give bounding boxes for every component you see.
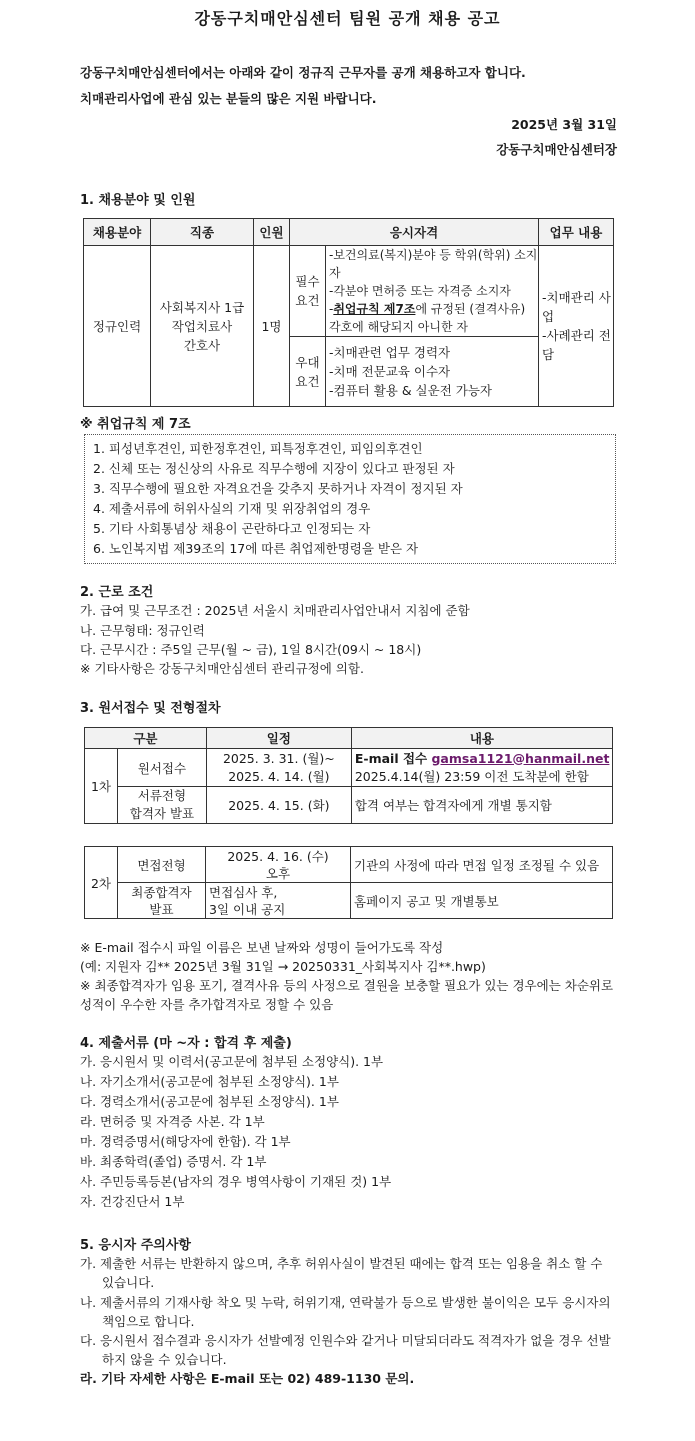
work-condition: ※ 기타사항은 강동구치매안심센터 관리규정에 의함. <box>80 661 364 676</box>
col-header: 일정 <box>206 728 351 749</box>
section-4-heading: 4. 제출서류 (마 ~자 : 합격 후 제출) <box>80 1036 292 1051</box>
col-header: 업무 내용 <box>539 219 614 246</box>
col-header: 구분 <box>85 728 207 749</box>
job-item: 작업치료사 <box>171 318 233 334</box>
page-title: 강동구치매안심센터 팀원 공개 채용 공고 <box>194 9 501 28</box>
intro-line-2: 치매관리사업에 관심 있는 분들의 많은 지원 바랍니다. <box>80 91 377 106</box>
duty-item: -치매관리 사업 <box>542 290 611 324</box>
document-item: 마. 경력증명서(해당자에 한함). 각 1부 <box>80 1134 291 1149</box>
required-item: 각호에 해당되지 아니한 자 <box>329 320 468 334</box>
job-item: 간호사 <box>183 337 221 353</box>
email-link[interactable]: gamsa1121@hanmail.net <box>431 750 610 766</box>
col-header: 인원 <box>254 219 290 246</box>
work-condition: 나. 근무형태: 정규인력 <box>80 623 205 638</box>
count-cell: 1명 <box>254 246 290 407</box>
rule-item: 5. 기타 사회통념상 채용이 곤란하다고 인정되는 자 <box>93 521 371 536</box>
required-label: 필수 요건 <box>290 246 326 337</box>
section-5-heading: 5. 응시자 주의사항 <box>80 1238 191 1253</box>
additional-pass-note: ※ 최종합격자가 임용 포기, 결격사유 등의 사정으로 결원을 보충할 필요가 있는 경우에는 차순위로 성적이 우수한 자를 추가합격자로 정할 수 있음 <box>80 978 614 1012</box>
schedule-table-round1 <box>84 727 613 824</box>
contact-note: 라. 기타 자세한 사항은 E-mail 또는 02) 489-1130 문의. <box>80 1371 415 1386</box>
rule-item: 2. 신체 또는 정신상의 사유로 직무수행에 지장이 있다고 판정된 자 <box>93 461 455 476</box>
document-item: 나. 자기소개서(공고문에 첨부된 소정양식). 1부 <box>80 1074 339 1089</box>
schedule-table-round2 <box>84 846 613 919</box>
field-cell: 정규인력 <box>84 246 151 407</box>
rule-item: 4. 제출서류에 허위사실의 기재 및 위장취업의 경우 <box>93 501 371 516</box>
step-date: 2025. 4. 15. (화) <box>206 787 351 824</box>
document-item: 다. 경력소개서(공고문에 첨부된 소정양식). 1부 <box>80 1094 339 1109</box>
caution-item: 나. 제출서류의 기재사항 착오 및 누락, 허위기재, 연락불가 등으로 발생한 불이익은 모두 응시자의 책임으로 합니다. <box>80 1295 611 1329</box>
col-header: 내용 <box>351 728 612 749</box>
step-name: 면접전형 <box>118 847 206 883</box>
rule-item: 3. 직무수행에 필요한 자격요건을 갖추지 못하거나 자격이 정지된 자 <box>93 481 463 496</box>
round-label: 2차 <box>85 847 118 919</box>
jobs-cell <box>151 246 254 407</box>
work-condition: 가. 급여 및 근무조건 : 2025년 서울시 치매관리사업안내서 지침에 준함 <box>80 603 470 618</box>
step-date: 2025. 3. 31. (월)~ 2025. 4. 14. (월) <box>206 749 351 787</box>
section-1-heading: 1. 채용분야 및 인원 <box>80 193 196 208</box>
duties-cell <box>539 246 614 407</box>
section-3-heading: 3. 원서접수 및 전형절차 <box>80 701 221 716</box>
col-header: 직종 <box>151 219 254 246</box>
rules-box <box>84 434 616 564</box>
caution-item: 가. 제출한 서류는 반환하지 않으며, 추후 허위사실이 발견된 때에는 합격 또는 임용을 취소 할 수 있습니다. <box>80 1256 603 1290</box>
intro-line-1: 강동구치매안심센터에서는 아래와 같이 정규직 근무자를 공개 채용하고자 합니다. <box>80 65 526 80</box>
step-content: E-mail 접수 gamsa1121@hanmail.net 2025.4.14(월) 23:59 이전 도착분에 한함 <box>351 749 612 787</box>
step-content: 합격 여부는 합격자에게 개별 통지함 <box>351 787 612 824</box>
required-item: -각분야 면허증 또는 자격증 소지자 <box>329 284 511 298</box>
round-label: 1차 <box>85 749 118 824</box>
rule-item: 1. 피성년후견인, 피한정후견인, 피특정후견인, 피임의후견인 <box>93 441 423 456</box>
step-name: 최종합격자 발표 <box>118 883 206 919</box>
col-header: 응시자격 <box>290 219 539 246</box>
email-note: ※ E-mail 접수시 파일 이름은 보낸 날짜와 성명이 들어가도록 작성 <box>80 940 444 955</box>
document-item: 가. 응시원서 및 이력서(공고문에 첨부된 소정양식). 1부 <box>80 1054 384 1069</box>
recruitment-table <box>83 218 614 407</box>
rule-item: 6. 노인복지법 제39조의 17에 따른 취업제한명령을 받은 자 <box>93 541 419 556</box>
required-item: -보건의료(복지)분야 등 학위(학위) 소지자 <box>329 248 538 280</box>
preferred-item: -컴퓨터 활용 & 실운전 가능자 <box>329 383 492 398</box>
caution-item: 다. 응시원서 접수결과 응시자가 선발예정 인원수와 같거나 미달되더라도 적격자가 없을 경우 선발하지 않을 수 있습니다. <box>80 1333 611 1367</box>
step-date: 2025. 4. 16. (수) 오후 <box>206 847 351 883</box>
required-item: -취업규칙 제7조에 규정된 (결격사유) <box>329 302 526 316</box>
document-item: 사. 주민등록등본(남자의 경우 병역사항이 기재된 것) 1부 <box>80 1174 392 1189</box>
document-item: 자. 건강진단서 1부 <box>80 1194 185 1209</box>
job-item: 사회복지사 1급 <box>159 299 245 315</box>
preferred-cell <box>326 337 539 407</box>
rule-reference: 취업규칙 제7조 <box>333 302 416 316</box>
col-header: 채용분야 <box>84 219 151 246</box>
rules-heading: ※ 취업규칙 제 7조 <box>80 417 191 432</box>
preferred-item: -치매관련 업무 경력자 <box>329 345 451 360</box>
document-item: 바. 최종학력(졸업) 증명서. 각 1부 <box>80 1154 267 1169</box>
step-name: 원서접수 <box>118 749 207 787</box>
email-example: (예: 지원자 김** 2025년 3월 31일 → 20250331_사회복지사 김**.hwp) <box>80 959 486 974</box>
step-content: 기관의 사정에 따라 면접 일정 조정될 수 있음 <box>351 847 613 883</box>
issuer: 강동구치매안심센터장 <box>496 142 617 157</box>
preferred-item: -치매 전문교육 이수자 <box>329 364 451 379</box>
step-date: 면접심사 후, 3일 이내 공지 <box>206 883 351 919</box>
duty-item: -사례관리 전담 <box>542 328 611 362</box>
work-condition: 다. 근무시간 : 주5일 근무(월 ~ 금), 1일 8시간(09시 ~ 18시) <box>80 642 422 657</box>
preferred-label: 우대 요건 <box>290 337 326 407</box>
required-cell <box>326 246 539 337</box>
step-content: 홈페이지 공고 및 개별통보 <box>351 883 613 919</box>
section-2-heading: 2. 근로 조건 <box>80 585 154 600</box>
notice-date: 2025년 3월 31일 <box>511 117 617 132</box>
document-item: 라. 면허증 및 자격증 사본. 각 1부 <box>80 1114 265 1129</box>
step-name: 서류전형 합격자 발표 <box>118 787 207 824</box>
